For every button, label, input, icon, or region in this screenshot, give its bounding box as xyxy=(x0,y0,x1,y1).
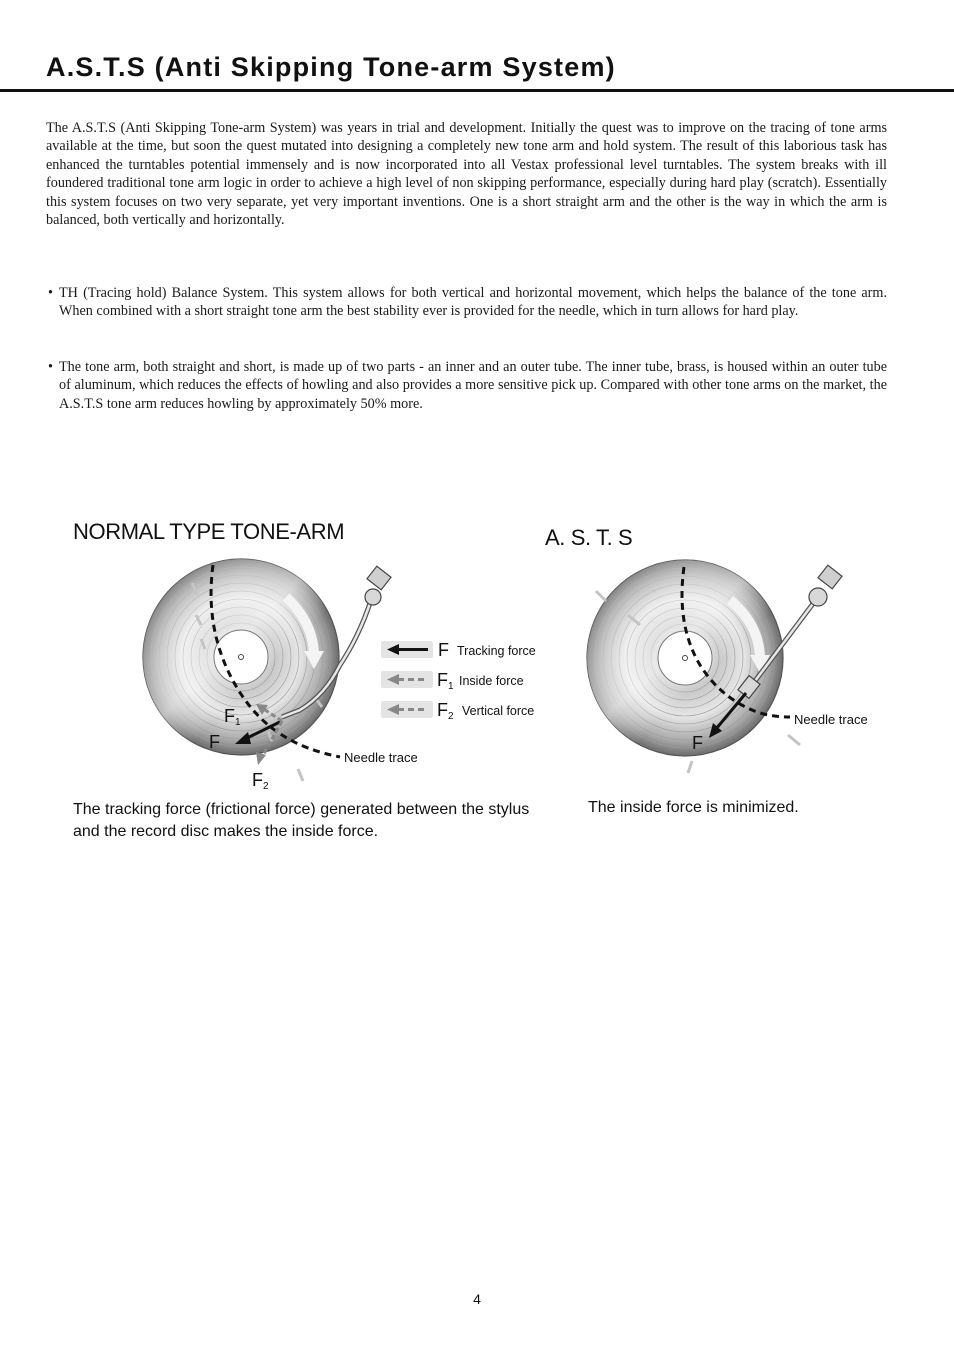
normal-diagram-title: NORMAL TYPE TONE-ARM xyxy=(73,519,345,544)
counterweight xyxy=(367,566,391,590)
bullet-item-tone-arm xyxy=(46,358,887,413)
counterweight xyxy=(818,565,842,589)
force-label-f2: F2 xyxy=(252,770,269,792)
legend-tracking-force: Tracking force xyxy=(457,644,536,658)
legend-vertical-force: Vertical force xyxy=(462,704,535,718)
bullet-item-balance-system xyxy=(46,284,887,321)
bullet-text: The tone arm, both straight and short, is made up of two parts - an inner and an outer tube. The inner tube, brass, is housed within an outer tube of aluminum, which reduces the effects of howling and also provides a more sensitive pick up. Compared with other tone arms on the market, the A.S.T.S tone arm reduces howling by approximately 50% more. xyxy=(59,359,887,412)
title-rule xyxy=(0,89,954,92)
force-legend xyxy=(381,640,536,722)
force-label-f: F xyxy=(209,732,220,752)
intro-paragraph: The A.S.T.S (Anti Skipping Tone-arm System) was years in trial and development. Initially the quest was to improve on the tracing of tone arms available at the time, but soon the quest mutated into designing a completely new tone arm and hold system. The result of this laborious task has enhanced the turntables potential immensely and is now incorporated into all Vestax professional level turntables. The system breaks with ill foundered traditional tone arm logic in order to achieve a high level of non skipping performance, especially during hard play (scratch). Essentially this system focuses on two very separate, yet very important inventions. One is a short straight arm and the other is the way in which the arm is balanced, both vertically and horizontally. xyxy=(46,120,887,229)
asts-turntable xyxy=(587,560,868,773)
needle-trace-label: Needle trace xyxy=(344,750,418,765)
arm-pivot xyxy=(365,589,381,605)
asts-diagram-caption: The inside force is minimized. xyxy=(588,799,799,816)
vertical-force-arrowhead xyxy=(256,752,266,765)
bullet-dot: • xyxy=(48,359,53,375)
bullet-text: TH (Tracing hold) Balance System. This system allows for both vertical and horizontal movement, which helps the balance of the tone arm. When combined with a short straight tone arm the best stability ever is provided for the needle, which in turn allows for hard play. xyxy=(59,285,887,320)
needle-trace-label: Needle trace xyxy=(794,712,868,727)
tone-arm-diagrams xyxy=(0,545,954,815)
spindle xyxy=(683,656,688,661)
force-label-f: F xyxy=(692,733,703,753)
arm-pivot xyxy=(809,588,827,606)
page-title: A.S.T.S (Anti Skipping Tone-arm System) xyxy=(46,52,616,82)
bullet-dot: • xyxy=(48,285,53,301)
page-number: 4 xyxy=(473,1291,481,1307)
force-label-f1: F1 xyxy=(224,706,241,728)
legend-f1: F1 xyxy=(437,670,454,692)
normal-diagram-caption: The tracking force (frictional force) generated between the stylus and the record disc makes the inside force. xyxy=(73,801,530,840)
legend-f2: F2 xyxy=(437,700,454,722)
normal-turntable xyxy=(143,559,418,792)
asts-diagram-title: A. S. T. S xyxy=(545,525,633,550)
legend-inside-force: Inside force xyxy=(459,674,524,688)
spindle xyxy=(239,655,244,660)
legend-f: F xyxy=(438,640,449,660)
